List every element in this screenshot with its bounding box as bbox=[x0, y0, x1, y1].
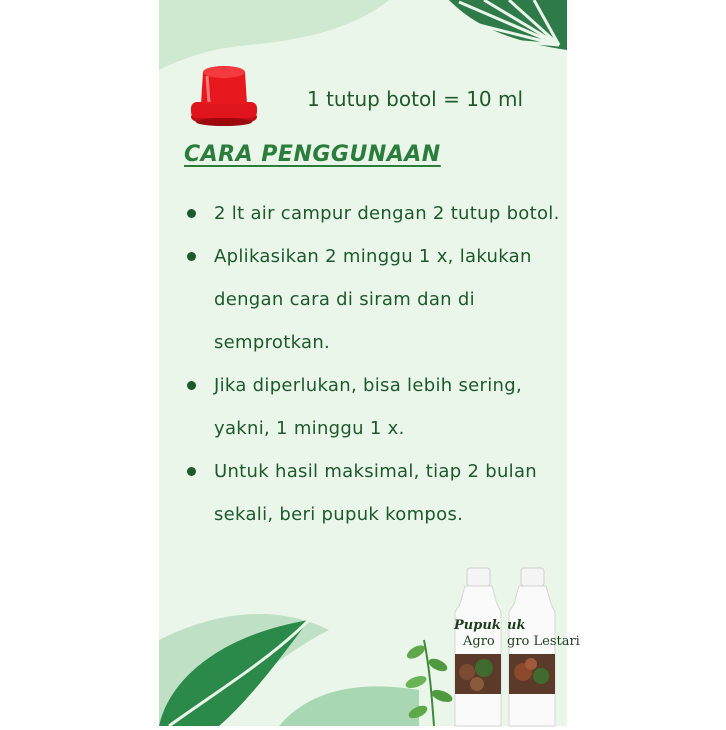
product-bottle bbox=[451, 568, 506, 726]
usage-step-text: Untuk hasil maksimal, tiap 2 bulan sekali, beri pupuk kompos. bbox=[214, 461, 537, 525]
bullet-icon bbox=[187, 209, 196, 218]
instruction-card bbox=[159, 0, 580, 726]
product-bottle bbox=[505, 568, 580, 726]
bottle-cap-icon bbox=[189, 62, 259, 132]
palm-leaf-illustration bbox=[439, 0, 567, 65]
measure-row bbox=[189, 62, 549, 132]
bottle-line-text: Agro bbox=[463, 634, 495, 649]
usage-steps-list bbox=[181, 192, 561, 536]
measure-text: 1 tutup botol = 10 ml bbox=[307, 87, 524, 111]
usage-step bbox=[181, 364, 561, 450]
usage-step bbox=[181, 192, 561, 235]
usage-step bbox=[181, 235, 561, 364]
leaf-wash-top-left bbox=[159, 0, 389, 70]
usage-step-text: Jika diperlukan, bisa lebih sering, yakni, 1 minggu 1 x. bbox=[214, 375, 522, 439]
bottle-line-text: gro Lestari bbox=[507, 634, 580, 649]
bottle-brand-text: Pupuk bbox=[454, 618, 501, 633]
leaf-illustration-bottom-left bbox=[159, 600, 419, 726]
usage-step-text: Aplikasikan 2 minggu 1 x, lakukan dengan cara di siram dan di semprotkan. bbox=[214, 246, 532, 353]
bullet-icon bbox=[187, 252, 196, 261]
usage-step bbox=[181, 450, 561, 536]
bottle-brand-text: uk bbox=[507, 618, 526, 633]
bullet-icon bbox=[187, 467, 196, 476]
bullet-icon bbox=[187, 381, 196, 390]
usage-heading: CARA PENGGUNAAN bbox=[184, 142, 441, 167]
usage-step-text: 2 lt air campur dengan 2 tutup botol. bbox=[214, 203, 560, 224]
